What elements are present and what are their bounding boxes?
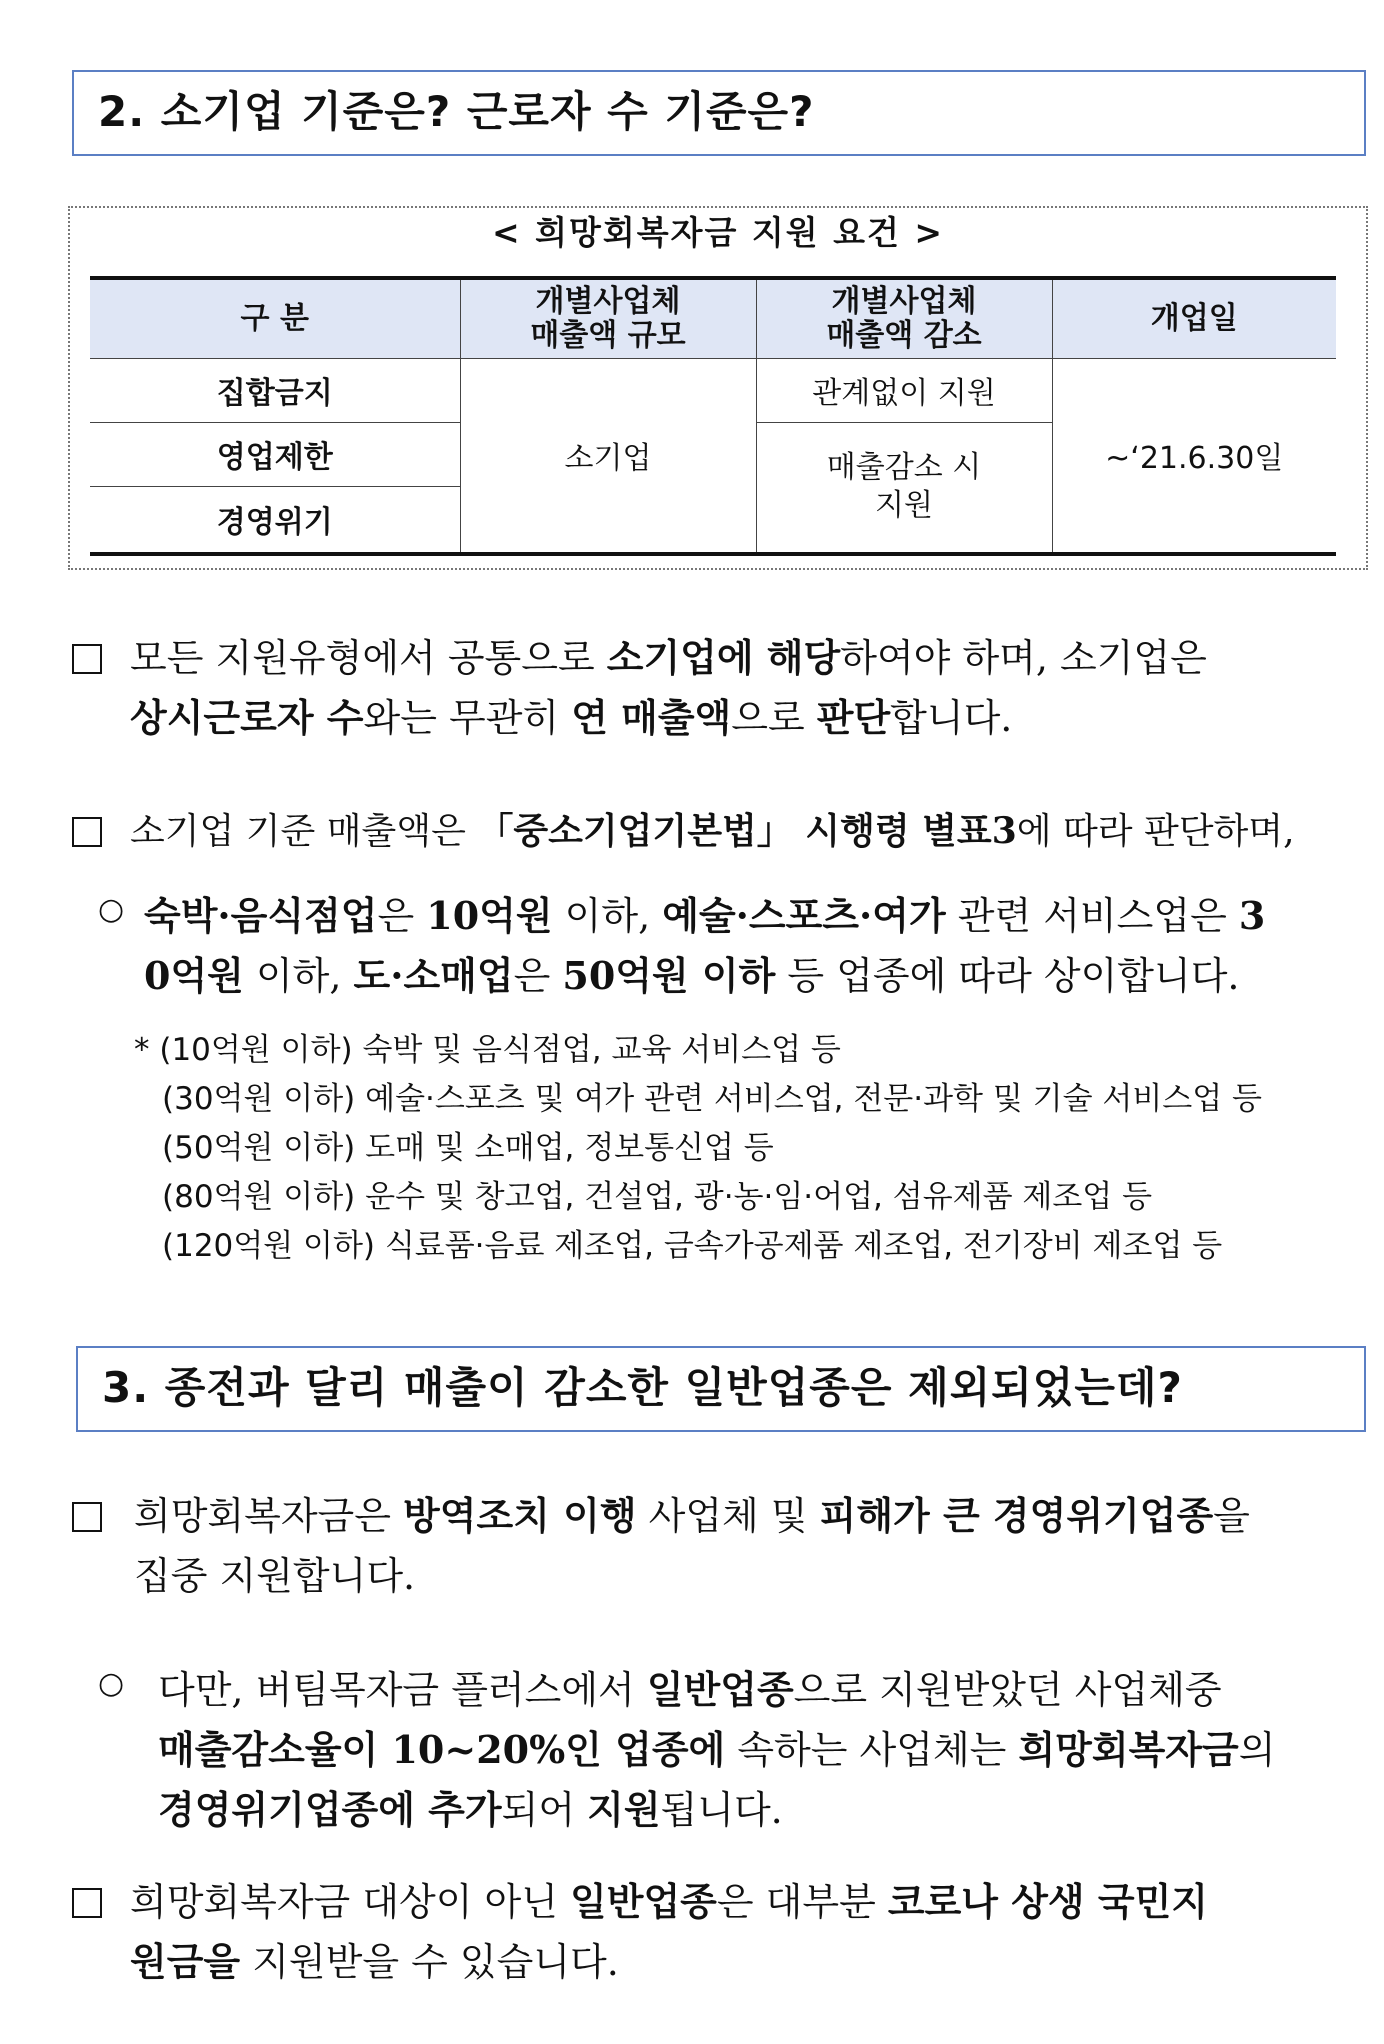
section-2-paragraph-3-line-2: 0억원 이하, 도·소매업은 50억원 이하 등 업종에 따라 상이합니다.: [144, 953, 1240, 998]
header-scale: 개별사업체 매출액 규모: [460, 278, 756, 358]
note-line: (80억원 이하) 운수 및 창고업, 건설업, 광·농·임·어업, 섬유제품 제조업 등: [162, 1179, 1153, 1215]
checkbox-bullet-icon: [72, 1888, 102, 1918]
scale-cell: 소기업: [460, 358, 756, 554]
checkbox-bullet-icon: [72, 817, 102, 847]
decrease-cell-rest: 매출감소 시 지원: [756, 422, 1052, 554]
section-2-paragraph-3: 숙박·음식점업은 10억원 이하, 예술·스포츠·여가 관련 서비스업은 3: [144, 893, 1266, 938]
section-3-paragraph-3-line-2: 원금을 지원받을 수 있습니다.: [130, 1939, 619, 1984]
header-open-date: 개업일: [1052, 278, 1336, 358]
section-2-heading: 2. 소기업 기준은? 근로자 수 기준은?: [98, 87, 815, 136]
checkbox-bullet-icon: [72, 1502, 102, 1532]
table-row: [90, 358, 1336, 422]
note-line: * (10억원 이하) 숙박 및 음식점업, 교육 서비스업 등: [134, 1032, 841, 1068]
row-label-business-crisis: 경영위기: [90, 486, 460, 554]
section-3-paragraph-1: 희망회복자금은 방역조치 이행 사업체 및 피해가 큰 경영위기업종을: [134, 1493, 1250, 1538]
note-line: (120억원 이하) 식료품·음료 제조업, 금속가공제품 제조업, 전기장비 제조업 등: [162, 1228, 1223, 1264]
row-label-business-limit: 영업제한: [90, 422, 460, 486]
section-3-paragraph-2-line-3: 경영위기업종에 추가되어 지원됩니다.: [158, 1787, 783, 1832]
section-2-paragraph-1-line-2: 상시근로자 수와는 무관히 연 매출액으로 판단합니다.: [130, 695, 1013, 740]
section-2-paragraph-1: 모든 지원유형에서 공통으로 소기업에 해당하여야 하며, 소기업은: [130, 635, 1207, 680]
decrease-cell-first: 관계없이 지원: [756, 358, 1052, 422]
table-header-row: [90, 278, 1336, 358]
section-3-paragraph-2: 다만, 버팀목자금 플러스에서 일반업종으로 지원받았던 사업체중: [158, 1667, 1222, 1712]
section-3-heading: 3. 종전과 달리 매출이 감소한 일반업종은 제외되었는데?: [102, 1363, 1183, 1412]
circle-bullet-icon: ○: [98, 892, 125, 927]
section-3-heading-box: [76, 1346, 1366, 1432]
section-3-paragraph-2-line-2: 매출감소율이 10~20%인 업종에 속하는 사업체는 희망회복자금의: [158, 1727, 1276, 1772]
requirements-table-title: < 희망회복자금 지원 요건 >: [491, 213, 945, 252]
note-line: (50억원 이하) 도매 및 소매업, 정보통신업 등: [162, 1130, 774, 1166]
header-decrease: 개별사업체 매출액 감소: [756, 278, 1052, 358]
section-3-paragraph-1-line-2: 집중 지원합니다.: [134, 1554, 416, 1598]
note-line: (30억원 이하) 예술·스포츠 및 여가 관련 서비스업, 전문·과학 및 기술 서비스업 등: [162, 1081, 1262, 1117]
header-category: 구 분: [90, 278, 460, 358]
requirements-table: [90, 276, 1336, 556]
circle-bullet-icon: ○: [98, 1666, 125, 1701]
checkbox-bullet-icon: [72, 644, 102, 674]
section-3-paragraph-3: 희망회복자금 대상이 아닌 일반업종은 대부분 코로나 상생 국민지: [130, 1879, 1208, 1924]
open-date-cell: ~‘21.6.30일: [1052, 358, 1336, 554]
section-2-heading-box: [72, 70, 1366, 156]
section-2-paragraph-2: 소기업 기준 매출액은 「중소기업기본법」 시행령 별표3에 따라 판단하며,: [130, 810, 1295, 852]
row-label-gathering-ban: 집합금지: [90, 358, 460, 422]
